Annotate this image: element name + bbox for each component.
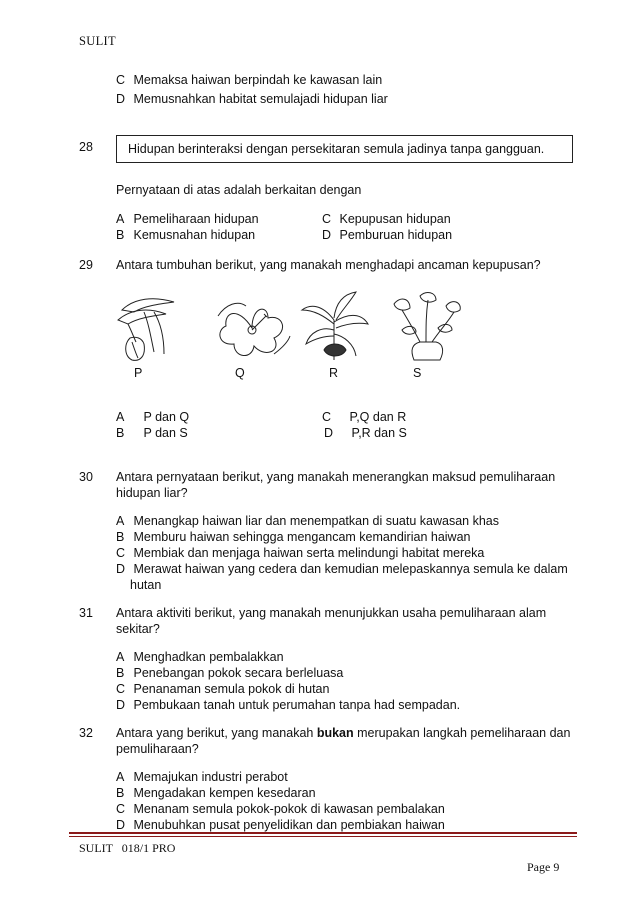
option-text: Menubuhkan pusat penyelidikan dan pembiakan haiwan (133, 818, 445, 832)
option-letter: D (322, 228, 332, 242)
q28-number: 28 (79, 140, 93, 154)
q31-option-a (116, 650, 284, 664)
option-text: Memusnahkan habitat semulajadi hidupan liar (133, 92, 388, 106)
option-letter: C (116, 546, 126, 560)
q30-stem-line1: Antara pernyataan berikut, yang manakah menerangkan maksud pemuliharaan (116, 470, 556, 484)
q28-stem: Pernyataan di atas adalah berkaitan dengan (116, 183, 362, 197)
option-text: Kemusnahan hidupan (133, 228, 256, 242)
q31-option-b (116, 666, 343, 680)
option-text: Penebangan pokok secara berleluasa (133, 666, 344, 680)
q29-option-a (116, 410, 189, 424)
q29-label-s: S (413, 366, 422, 380)
option-text: P,Q dan R (349, 410, 407, 424)
q30-option-d-continuation: hutan (130, 578, 162, 592)
option-letter: C (116, 682, 126, 696)
option-text: Membiak dan menjaga haiwan serta melindungi habitat mereka (133, 546, 485, 560)
option-letter: B (116, 228, 125, 242)
q28-option-c (322, 212, 451, 226)
q30-stem-line2: hidupan liar? (116, 486, 188, 500)
option-text: Memaksa haiwan berpindah ke kawasan lain (133, 73, 383, 87)
option-letter: A (116, 650, 125, 664)
q29-label-p: P (134, 366, 143, 380)
option-text: Memajukan industri perabot (133, 770, 288, 784)
venus-flytrap-icon (390, 290, 464, 362)
rafflesia-palm-plant-icon (300, 290, 370, 362)
q29-option-b (116, 426, 188, 440)
option-letter: B (116, 426, 125, 440)
page-number: Page 9 (527, 860, 560, 874)
option-text: Pemeliharaan hidupan (133, 212, 259, 226)
option-letter: A (116, 770, 125, 784)
option-text: Menangkap haiwan liar dan menempatkan di suatu kawasan khas (133, 514, 499, 528)
q31-stem-line2: sekitar? (116, 622, 160, 636)
q30-option-b (116, 530, 470, 544)
q29-label-r: R (329, 366, 339, 380)
option-letter: D (116, 698, 126, 712)
option-text: P dan S (143, 426, 188, 440)
q28-option-d (322, 228, 452, 242)
option-text: Mengadakan kempen kesedaran (133, 786, 316, 800)
q30-option-d (116, 562, 568, 576)
option-text: P dan Q (143, 410, 190, 424)
option-letter: C (322, 410, 332, 424)
q32-option-a (116, 770, 288, 784)
q27-option-c (116, 73, 382, 87)
option-letter: A (116, 514, 125, 528)
q32-stem-post: merupakan langkah pemeliharaan dan (353, 726, 571, 740)
q28-statement-box (116, 135, 573, 163)
q32-option-d (116, 818, 445, 832)
q28-option-a (116, 212, 259, 226)
option-letter: C (322, 212, 332, 226)
q32-option-c (116, 802, 445, 816)
q30-number: 30 (79, 470, 93, 484)
q32-stem-pre: Antara yang berikut, yang manakah (116, 726, 317, 740)
q29-stem: Antara tumbuhan berikut, yang manakah menghadapi ancaman kepupusan? (116, 258, 541, 272)
pitcher-plant-icon (114, 292, 182, 362)
footer-left: SULIT 018/1 PRO (79, 841, 176, 855)
option-letter: D (116, 92, 126, 106)
option-letter: C (116, 73, 126, 87)
footer-rule-top (69, 832, 577, 834)
header-title: SULIT (79, 34, 116, 48)
q32-stem-line1 (116, 726, 570, 740)
q31-stem-line1: Antara aktiviti berikut, yang manakah menunjukkan usaha pemuliharaan alam (116, 606, 547, 620)
option-letter: D (116, 818, 126, 832)
option-text: P,R dan S (351, 426, 407, 440)
q29-number: 29 (79, 258, 93, 272)
option-text: Menghadkan pembalakkan (133, 650, 284, 664)
q31-option-d (116, 698, 460, 712)
q30-option-c (116, 546, 484, 560)
option-letter: D (116, 562, 126, 576)
hibiscus-icon (212, 296, 292, 362)
option-letter: B (116, 530, 125, 544)
option-text: Pemburuan hidupan (339, 228, 453, 242)
option-text: Memburu haiwan sehingga mengancam kemandirian haiwan (133, 530, 471, 544)
q31-option-c (116, 682, 329, 696)
q30-option-a (116, 514, 499, 528)
option-letter: D (324, 426, 334, 440)
option-letter: A (116, 212, 125, 226)
q31-number: 31 (79, 606, 93, 620)
q28-box-text: Hidupan berinteraksi dengan persekitaran semula jadinya tanpa gangguan. (128, 142, 545, 156)
option-text: Penanaman semula pokok di hutan (133, 682, 330, 696)
q28-option-b (116, 228, 255, 242)
option-text: Menanam semula pokok-pokok di kawasan pembalakan (133, 802, 445, 816)
option-text: Pembukaan tanah untuk perumahan tanpa had sempadan. (133, 698, 461, 712)
q27-option-d (116, 92, 388, 106)
footer-rule-bottom (69, 836, 577, 837)
q29-option-c (322, 410, 406, 424)
q29-option-d (324, 426, 407, 440)
q32-stem-bold: bukan (316, 726, 354, 740)
option-text: Merawat haiwan yang cedera dan kemudian melepaskannya semula ke dalam (133, 562, 568, 576)
option-text: Kepupusan hidupan (339, 212, 451, 226)
q29-label-q: Q (235, 366, 245, 380)
q32-option-b (116, 786, 316, 800)
q32-stem-line2: pemuliharaan? (116, 742, 199, 756)
option-letter: C (116, 802, 126, 816)
option-letter: B (116, 666, 125, 680)
option-letter: A (116, 410, 125, 424)
q32-number: 32 (79, 726, 93, 740)
option-letter: B (116, 786, 125, 800)
